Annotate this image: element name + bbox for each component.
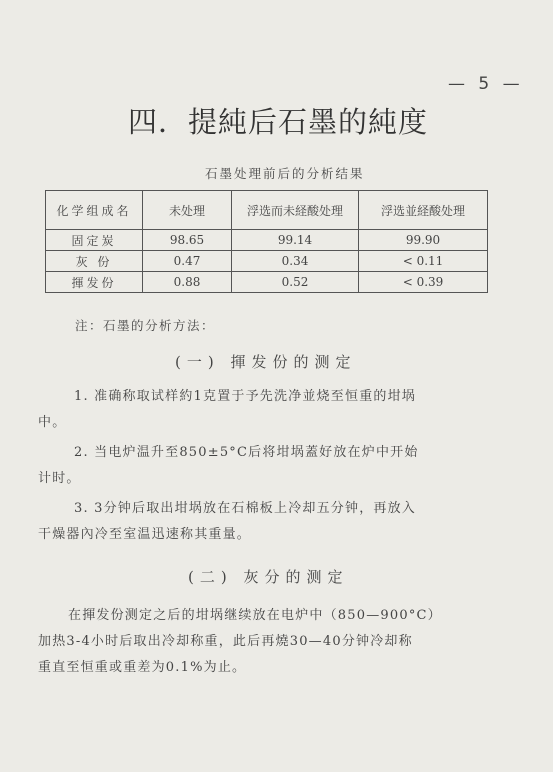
text-line: 干燥器內冷至室温迅速称其重量。 bbox=[38, 527, 252, 542]
text-line: 加热3-4小时后取出冷却称重，此后再燒30—40分钟冷却称 bbox=[38, 634, 413, 649]
table-caption: 石墨处理前后的分析结果 bbox=[205, 166, 365, 181]
text-line: 在揮发份测定之后的坩埚继续放在电炉中（850—900°C） bbox=[68, 608, 442, 623]
table-row bbox=[46, 230, 488, 251]
table-cell: 99.90 bbox=[359, 230, 488, 251]
page-number: — 5 — bbox=[448, 74, 524, 94]
analysis-results-table bbox=[45, 190, 488, 293]
table-row bbox=[46, 272, 488, 293]
table-note: 注：石墨的分析方法： bbox=[75, 318, 216, 333]
paragraph bbox=[38, 496, 416, 548]
table-cell: 0.88 bbox=[143, 272, 232, 293]
paragraph bbox=[38, 384, 416, 436]
table-header-row bbox=[46, 191, 488, 230]
table-header-cell: 未处理 bbox=[143, 191, 232, 230]
table-cell: 0.34 bbox=[232, 251, 359, 272]
table-cell: 0.52 bbox=[232, 272, 359, 293]
table-header-cell: 化学组成名 bbox=[46, 191, 143, 230]
paragraph bbox=[38, 603, 442, 681]
table-row bbox=[46, 251, 488, 272]
table-header-cell: 浮选並経酸处理 bbox=[359, 191, 488, 230]
table-cell: 固定炭 bbox=[46, 230, 143, 251]
subsection-2-heading: (二) 灰分的测定 bbox=[188, 568, 349, 586]
text-line: 2. 当电炉温升至850±5°C后将坩埚蓋好放在炉中开始 bbox=[74, 445, 419, 460]
table-cell: 灰 份 bbox=[46, 251, 143, 272]
text-line: 中。 bbox=[38, 415, 67, 430]
section-title: 四．提純后石墨的純度 bbox=[128, 105, 429, 139]
table-header-cell: 浮选而未経酸处理 bbox=[232, 191, 359, 230]
table-cell: 98.65 bbox=[143, 230, 232, 251]
table-cell: 99.14 bbox=[232, 230, 359, 251]
text-line: 计时。 bbox=[38, 471, 81, 486]
subsection-1-heading: (一) 揮发份的测定 bbox=[175, 353, 357, 371]
table-cell: 揮发份 bbox=[46, 272, 143, 293]
table-cell: 0.47 bbox=[143, 251, 232, 272]
table-cell: < 0.11 bbox=[359, 251, 488, 272]
text-line: 重直至恒重或重差为0.1%为止。 bbox=[38, 660, 247, 675]
text-line: 3. 3分钟后取出坩埚放在石棉板上冷却五分钟，再放入 bbox=[74, 501, 417, 516]
paragraph bbox=[38, 440, 419, 492]
table-cell: < 0.39 bbox=[359, 272, 488, 293]
text-line: 1. 准确称取试样約1克置于予先洗净並烧至恒重的坩埚 bbox=[74, 389, 417, 404]
